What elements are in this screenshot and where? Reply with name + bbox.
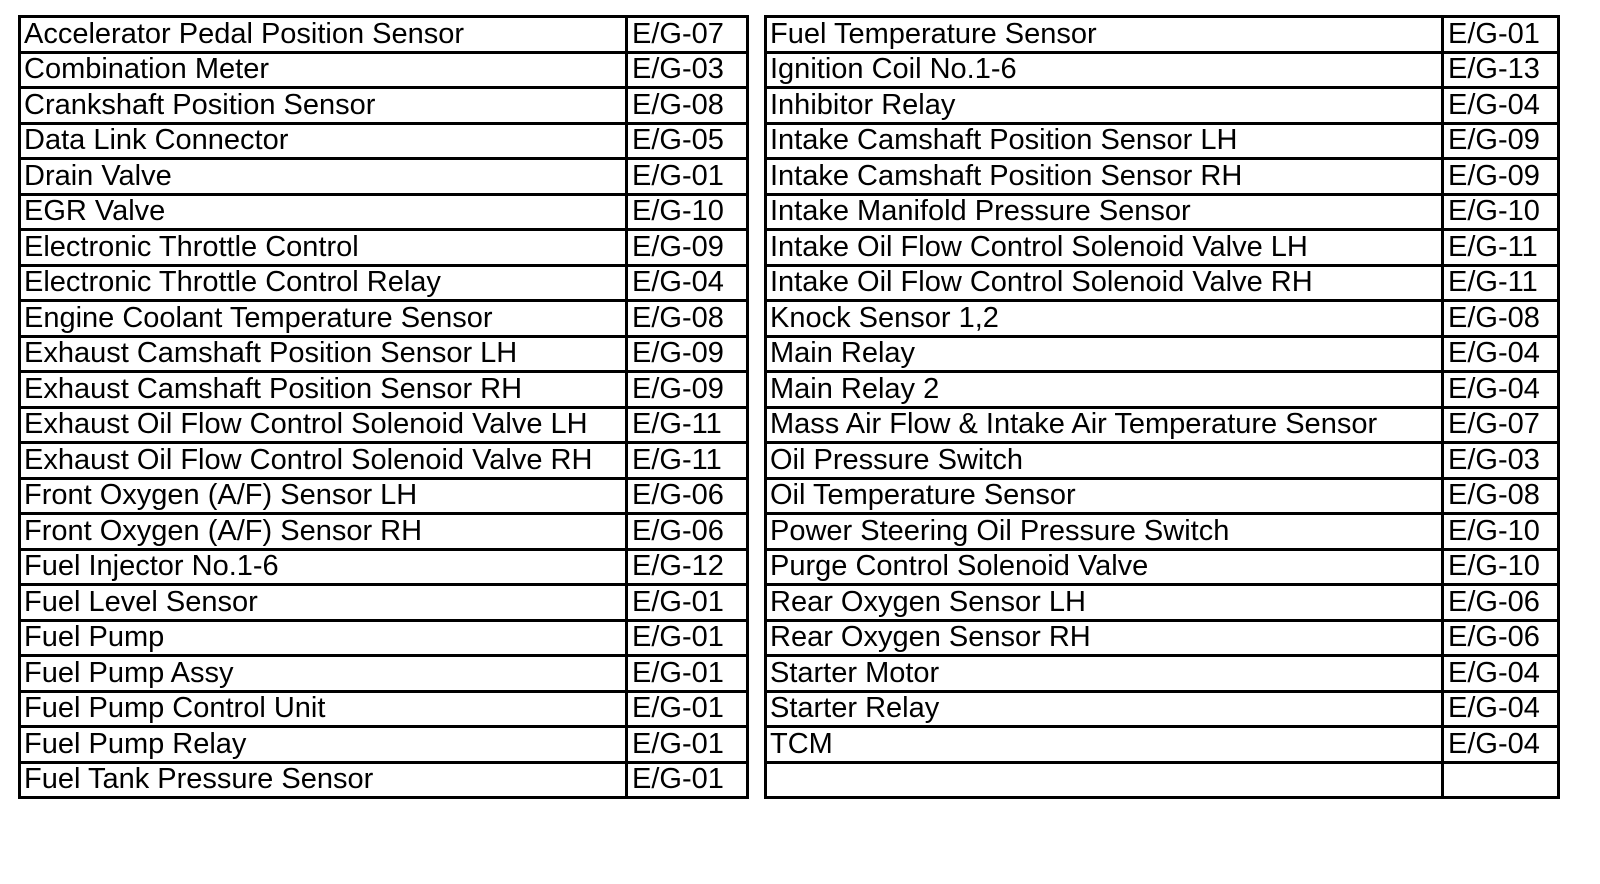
component-name-cell: Exhaust Oil Flow Control Solenoid Valve RH [20,443,627,479]
diagram-code-cell: E/G-04 [1443,691,1559,727]
diagram-code-cell: E/G-06 [1443,620,1559,656]
diagram-code-cell: E/G-09 [627,230,748,266]
component-name-cell: Main Relay [766,336,1443,372]
component-name-cell: Accelerator Pedal Position Sensor [20,17,627,53]
table-row [20,17,748,53]
table-row [766,443,1559,479]
table-row [20,159,748,195]
component-name-cell: Power Steering Oil Pressure Switch [766,514,1443,550]
table-row [20,620,748,656]
table-row [766,478,1559,514]
table-row [20,194,748,230]
diagram-code-cell [1443,762,1559,798]
diagram-code-cell: E/G-11 [627,443,748,479]
component-name-cell: Rear Oxygen Sensor LH [766,585,1443,621]
diagram-code-cell: E/G-06 [627,514,748,550]
diagram-code-cell: E/G-03 [1443,443,1559,479]
component-name-cell: Starter Relay [766,691,1443,727]
table-row [20,762,748,798]
component-name-cell: Rear Oxygen Sensor RH [766,620,1443,656]
table-row [766,265,1559,301]
table-row [766,656,1559,692]
table-row [766,727,1559,763]
table-row [766,336,1559,372]
component-index-table-right [764,15,1560,799]
component-name-cell: Intake Manifold Pressure Sensor [766,194,1443,230]
diagram-code-cell: E/G-04 [1443,656,1559,692]
diagram-code-cell: E/G-04 [627,265,748,301]
component-name-cell: Inhibitor Relay [766,88,1443,124]
diagram-code-cell: E/G-12 [627,549,748,585]
diagram-code-cell: E/G-08 [1443,478,1559,514]
diagram-code-cell: E/G-01 [627,691,748,727]
table-row [766,549,1559,585]
table-row [20,407,748,443]
diagram-code-cell: E/G-09 [627,372,748,408]
diagram-code-cell: E/G-04 [1443,336,1559,372]
diagram-code-cell: E/G-08 [627,88,748,124]
table-row [766,301,1559,337]
component-name-cell: Ignition Coil No.1-6 [766,52,1443,88]
table-row [20,691,748,727]
diagram-code-cell: E/G-04 [1443,727,1559,763]
component-name-cell: Fuel Pump Assy [20,656,627,692]
component-name-cell: Fuel Level Sensor [20,585,627,621]
table-row [20,336,748,372]
table-row [20,123,748,159]
diagram-code-cell: E/G-10 [1443,549,1559,585]
component-name-cell: Oil Temperature Sensor [766,478,1443,514]
component-name-cell: Intake Oil Flow Control Solenoid Valve LH [766,230,1443,266]
component-index-table-left [18,15,749,799]
component-name-cell: Purge Control Solenoid Valve [766,549,1443,585]
diagram-code-cell: E/G-11 [1443,265,1559,301]
diagram-code-cell: E/G-13 [1443,52,1559,88]
diagram-code-cell: E/G-01 [627,727,748,763]
table-row [766,514,1559,550]
component-name-cell: Fuel Pump Control Unit [20,691,627,727]
diagram-code-cell: E/G-10 [627,194,748,230]
table-row [20,265,748,301]
component-name-cell: EGR Valve [20,194,627,230]
diagram-code-cell: E/G-09 [627,336,748,372]
component-name-cell: Fuel Injector No.1-6 [20,549,627,585]
diagram-code-cell: E/G-06 [627,478,748,514]
diagram-code-cell: E/G-03 [627,52,748,88]
table-row [20,727,748,763]
component-name-cell: Main Relay 2 [766,372,1443,408]
component-name-cell: Crankshaft Position Sensor [20,88,627,124]
component-name-cell: Intake Oil Flow Control Solenoid Valve RH [766,265,1443,301]
table-row [20,656,748,692]
diagram-code-cell: E/G-06 [1443,585,1559,621]
component-index-body-right [766,17,1559,798]
component-name-cell: Electronic Throttle Control Relay [20,265,627,301]
component-name-cell: Exhaust Oil Flow Control Solenoid Valve LH [20,407,627,443]
component-name-cell: Front Oxygen (A/F) Sensor RH [20,514,627,550]
diagram-code-cell: E/G-01 [627,585,748,621]
diagram-code-cell: E/G-04 [1443,372,1559,408]
table-row [20,585,748,621]
component-name-cell: Fuel Temperature Sensor [766,17,1443,53]
component-name-cell: Fuel Pump Relay [20,727,627,763]
table-row [20,549,748,585]
component-name-cell: Fuel Tank Pressure Sensor [20,762,627,798]
component-name-cell: Mass Air Flow & Intake Air Temperature Sensor [766,407,1443,443]
table-row [20,443,748,479]
diagram-code-cell: E/G-11 [1443,230,1559,266]
diagram-code-cell: E/G-10 [1443,514,1559,550]
table-row [766,52,1559,88]
diagram-code-cell: E/G-01 [627,656,748,692]
table-row [20,230,748,266]
table-row [20,514,748,550]
table-row [766,585,1559,621]
table-row [766,123,1559,159]
component-name-cell: Engine Coolant Temperature Sensor [20,301,627,337]
diagram-code-cell: E/G-01 [1443,17,1559,53]
table-row [766,620,1559,656]
diagram-code-cell: E/G-10 [1443,194,1559,230]
component-name-cell: Combination Meter [20,52,627,88]
component-name-cell: Exhaust Camshaft Position Sensor LH [20,336,627,372]
component-name-cell: Starter Motor [766,656,1443,692]
table-row [20,88,748,124]
diagram-code-cell: E/G-08 [627,301,748,337]
component-name-cell: Oil Pressure Switch [766,443,1443,479]
component-name-cell: TCM [766,727,1443,763]
table-row [766,230,1559,266]
component-name-cell: Intake Camshaft Position Sensor LH [766,123,1443,159]
table-row [20,372,748,408]
table-row [20,478,748,514]
component-name-cell: Exhaust Camshaft Position Sensor RH [20,372,627,408]
component-name-cell: Electronic Throttle Control [20,230,627,266]
component-name-cell: Fuel Pump [20,620,627,656]
diagram-code-cell: E/G-01 [627,159,748,195]
diagram-code-cell: E/G-01 [627,762,748,798]
component-name-cell: Intake Camshaft Position Sensor RH [766,159,1443,195]
diagram-code-cell: E/G-07 [1443,407,1559,443]
table-row [766,159,1559,195]
table-row [766,194,1559,230]
table-row [766,407,1559,443]
diagram-code-cell: E/G-09 [1443,159,1559,195]
table-row [766,88,1559,124]
component-name-cell [766,762,1443,798]
component-name-cell: Data Link Connector [20,123,627,159]
diagram-code-cell: E/G-11 [627,407,748,443]
component-name-cell: Front Oxygen (A/F) Sensor LH [20,478,627,514]
table-row [20,301,748,337]
diagram-code-cell: E/G-07 [627,17,748,53]
table-row [766,17,1559,53]
component-index-body-left [20,17,748,798]
diagram-code-cell: E/G-09 [1443,123,1559,159]
component-name-cell: Knock Sensor 1,2 [766,301,1443,337]
table-row [766,372,1559,408]
diagram-code-cell: E/G-05 [627,123,748,159]
table-row [766,691,1559,727]
diagram-code-cell: E/G-08 [1443,301,1559,337]
component-name-cell: Drain Valve [20,159,627,195]
diagram-code-cell: E/G-01 [627,620,748,656]
table-row [20,52,748,88]
diagram-code-cell: E/G-04 [1443,88,1559,124]
table-row [766,762,1559,798]
